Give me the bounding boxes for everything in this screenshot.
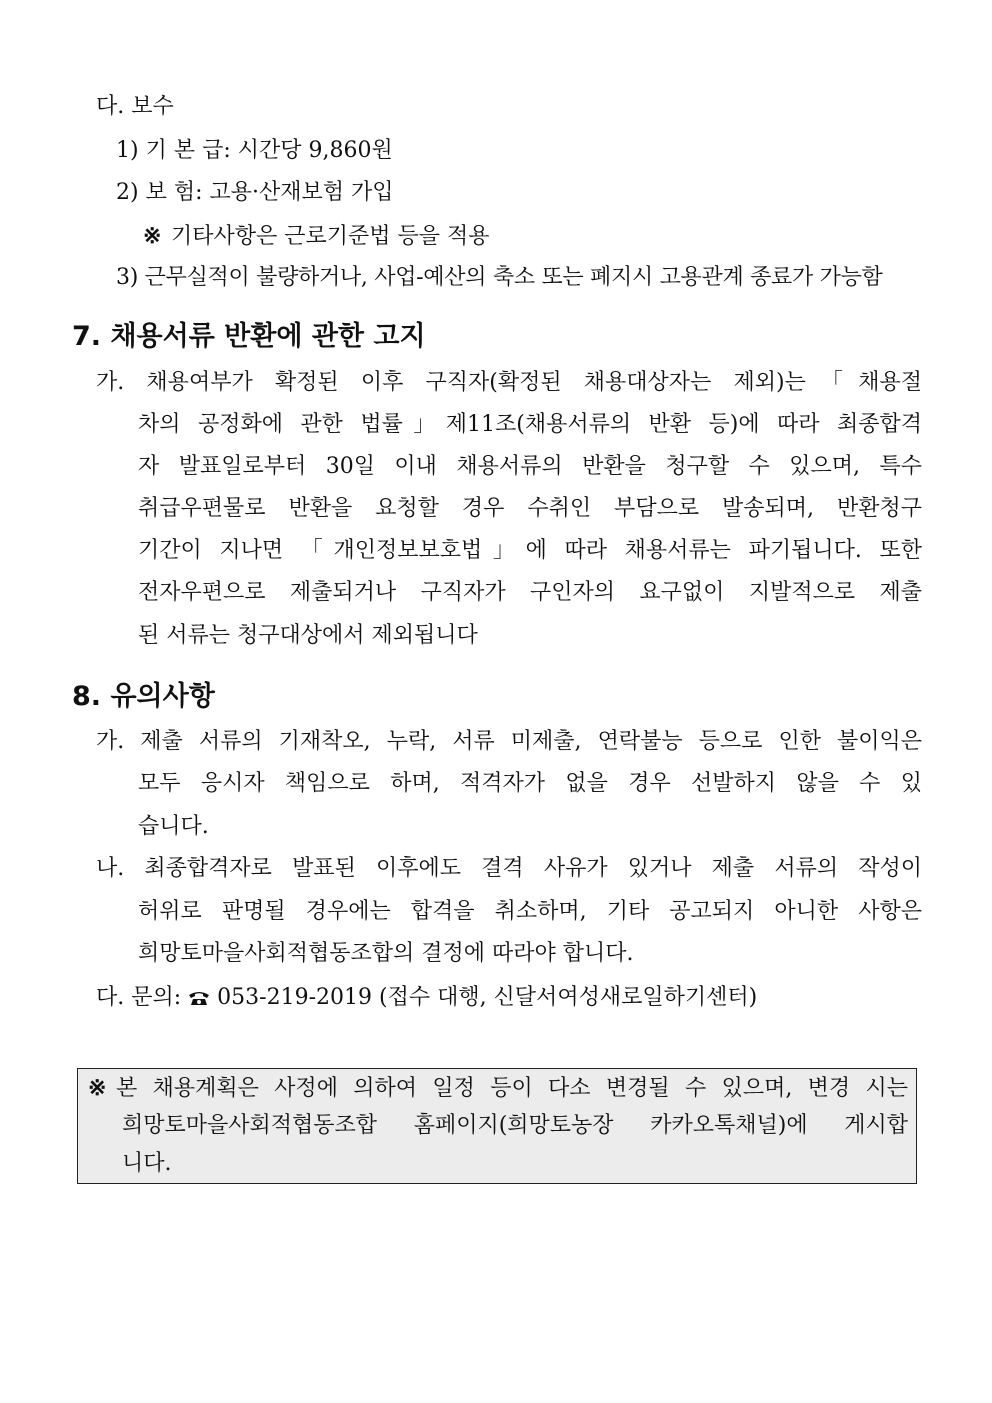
section-7-line: 전자우편으로 제출되거나 구직자가 구인자의 요구없이 지발적으로 제출 <box>138 580 922 605</box>
section-8-item-line: 허위로 판명될 경우에는 합격을 취소하며, 기타 공고되지 아니한 사항은 <box>138 899 922 924</box>
section-7-line: 기간이 지나면 「개인정보보호법」에 따라 채용서류는 파기됩니다. 또한 <box>138 538 922 563</box>
contact-text: 053-219-2019 (접수 대행, 신달서여성새로일하기센터) <box>217 985 758 1010</box>
section-8-item-line: 가. 제출 서류의 기재착오, 누락, 서류 미제출, 연락불능 등으로 인한 불이익은 <box>96 729 922 754</box>
pay-note <box>143 221 490 252</box>
section-7-line: 된 서류는 청구대상에서 제외됩니다 <box>138 623 478 648</box>
section-8-item-line: 희망토마을사회적협동조합의 결정에 따라야 합니다. <box>138 941 634 966</box>
reference-mark: ※ <box>143 223 162 249</box>
section-7-line: 가. 채용여부가 확정된 이후 구직자(확정된 채용대상자는 제외)는「채용절 <box>96 370 922 395</box>
contact-line <box>96 983 757 1013</box>
section-8-item-line: 나. 최종합격자로 발표된 이후에도 결격 사유가 있거나 제출 서류의 작성이 <box>96 856 922 881</box>
contact-label: 다. 문의: <box>96 985 182 1010</box>
section-7-line: 차의 공정화에 관한 법률」제11조(채용서류의 반환 등)에 따라 최종합격 <box>138 412 922 437</box>
notice-text: 본 채용계획은 사정에 의하여 일정 등이 다소 변경될 수 있으며, 변경 시는 <box>116 1076 908 1101</box>
section-8-title: 8. 유의사항 <box>72 681 215 712</box>
pay-item-base-salary: 1) 기 본 급: 시간당 9,860원 <box>116 138 393 163</box>
notice-box <box>77 1068 917 1184</box>
section-7-title: 7. 채용서류 반환에 관한 고지 <box>72 321 426 352</box>
pay-note-text: 기타사항은 근로기준법 등을 적용 <box>171 224 490 249</box>
pay-heading: 다. 보수 <box>96 94 174 119</box>
section-8-item-line: 모두 응시자 책임으로 하며, 적격자가 없을 경우 선발하지 않을 수 있 <box>138 771 922 796</box>
section-8-item-line: 습니다. <box>138 814 209 839</box>
notice-line-1 <box>88 1073 908 1104</box>
notice-line-2: 희망토마을사회적협동조합 홈페이지(희망토농장 카카오톡채널)에 게시합 <box>122 1113 908 1138</box>
section-7-line: 자 발표일로부터 30일 이내 채용서류의 반환을 청구할 수 있으며, 특수 <box>138 454 922 479</box>
notice-line-3: 니다. <box>122 1151 172 1176</box>
pay-item-insurance: 2) 보 험: 고용·산재보험 가입 <box>116 180 394 205</box>
reference-mark: ※ <box>88 1075 107 1101</box>
section-7-line: 취급우편물로 반환을 요청할 경우 수취인 부담으로 발송되며, 반환청구 <box>138 496 922 521</box>
telephone-icon <box>188 985 210 1001</box>
pay-item-termination: 3) 근무실적이 불량하거나, 사업-예산의 축소 또는 폐지시 고용관계 종료가 가능함 <box>116 265 883 290</box>
